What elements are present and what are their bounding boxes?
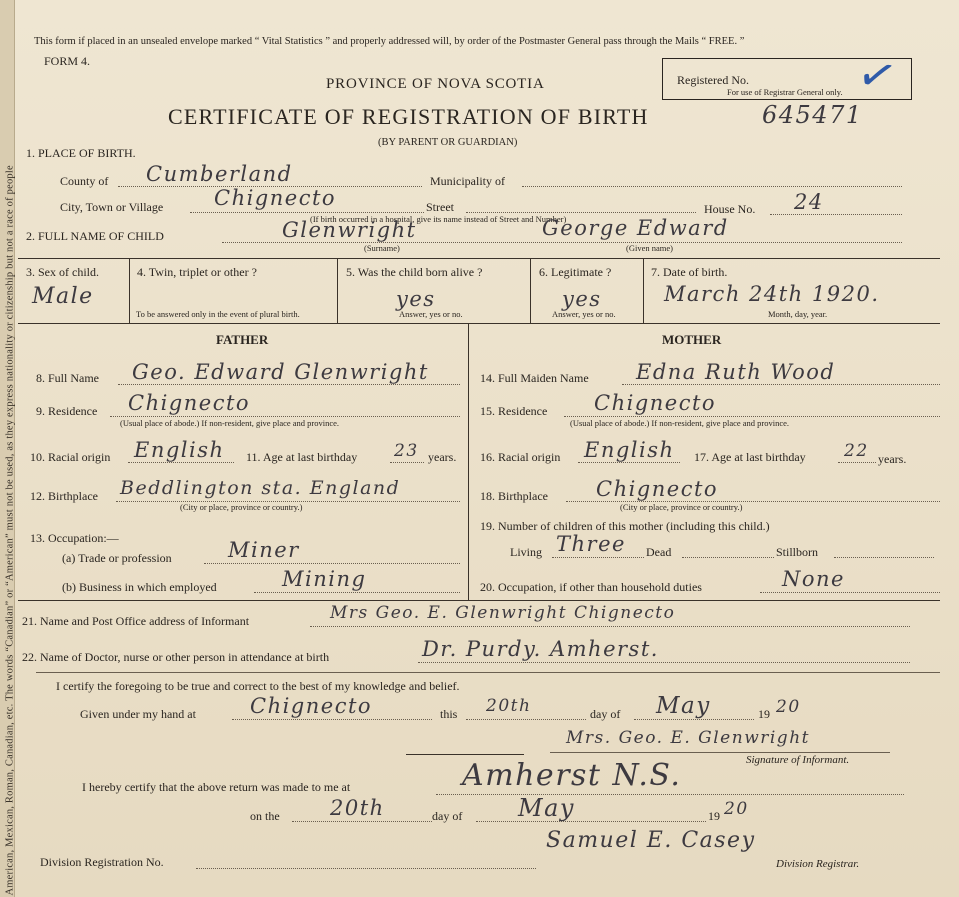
father-birthplace-note: (City or place, province or country.): [180, 502, 303, 512]
row-top-rule: [18, 258, 940, 259]
mother-birthplace-label: 18. Birthplace: [480, 489, 548, 503]
given-place: Chignecto: [250, 694, 373, 718]
father-residence-label: 9. Residence: [36, 404, 98, 418]
check-mark-icon: ✓: [851, 43, 903, 107]
child-given-name: George Edward: [542, 216, 729, 240]
father-race-label: 10. Racial origin: [30, 450, 111, 464]
separator-rule: [406, 754, 524, 755]
certify-text: I certify the foregoing to be true and correct to the best of my knowledge and belief.: [56, 679, 460, 693]
given-name-note: (Given name): [626, 243, 673, 253]
city-value: Chignecto: [214, 186, 337, 210]
alive-label: 5. Was the child born alive ?: [346, 265, 483, 279]
mail-notice: This form if placed in an unsealed envelope marked “ Vital Statistics ” and properly addressed will, by order of the Postmaster General pass through the Mails “ FREE. ”: [34, 36, 745, 47]
province-heading: PROVINCE OF NOVA SCOTIA: [326, 76, 545, 92]
mother-residence-note: (Usual place of abode.) If non-resident, give place and province.: [570, 418, 790, 428]
this-label: this: [440, 707, 458, 721]
father-birthplace: Beddlington sta. England: [120, 477, 401, 499]
house-label: House No.: [704, 202, 756, 216]
legitimate-label: 6. Legitimate ?: [539, 265, 612, 279]
certify-rule: [36, 672, 940, 673]
lower-rule: [18, 600, 940, 601]
side-strip: [0, 0, 15, 897]
stillborn-label: Stillborn: [776, 545, 819, 559]
living-label: Living: [510, 545, 542, 559]
registrar-month: May: [518, 794, 575, 822]
county-label: County of: [60, 174, 109, 188]
doctor-value: Dr. Purdy. Amherst.: [422, 637, 659, 661]
child-surname: Glenwright: [282, 218, 417, 242]
children-count-label: 19. Number of children of this mother (including this child.): [480, 519, 770, 533]
dob-label: 7. Date of birth.: [651, 265, 728, 279]
registrar-signature: Samuel E. Casey: [546, 828, 756, 853]
registrar-year-prefix: 19: [708, 809, 720, 823]
sex-label: 3. Sex of child.: [26, 265, 99, 279]
side-note: American, Mexican, Roman, Canadian, etc. The words “Canadian” or “American” must not be used, as they express nationality or citizenship but not a race of people: [4, 165, 16, 896]
father-years-label: years.: [428, 450, 457, 464]
registrar-certify-text: I hereby certify that the above return was made to me at: [82, 780, 351, 794]
informant-signature-line: [550, 752, 890, 753]
dead-label: Dead: [646, 545, 672, 559]
form-number: FORM 4.: [44, 54, 91, 68]
city-label: City, Town or Village: [60, 200, 164, 214]
division-registration-label: Division Registration No.: [40, 855, 164, 869]
business-label: (b) Business in which employed: [62, 580, 217, 594]
given-month: May: [656, 693, 711, 719]
father-race: English: [134, 438, 225, 462]
place-of-birth-heading: 1. PLACE OF BIRTH.: [26, 146, 136, 160]
business-value: Mining: [282, 567, 367, 591]
mother-occupation-label: 20. Occupation, if other than household duties: [480, 580, 702, 594]
mother-residence: Chignecto: [594, 391, 717, 415]
alive-note: Answer, yes or no.: [399, 309, 463, 319]
on-label: on the: [250, 809, 280, 823]
twin-label: 4. Twin, triplet or other ?: [137, 265, 257, 279]
mother-residence-label: 15. Residence: [480, 404, 548, 418]
legitimate-value: yes: [562, 287, 602, 311]
municipality-label: Municipality of: [430, 174, 505, 188]
municipality-line: [522, 182, 902, 187]
center-divider: [468, 323, 469, 600]
registrar-month-line: [476, 817, 706, 822]
col-rule-2: [337, 258, 338, 323]
page-title: CERTIFICATE OF REGISTRATION OF BIRTH: [168, 104, 649, 129]
house-value: 24: [794, 190, 824, 214]
col-rule-1: [129, 258, 130, 323]
registrar-dayof-label: day of: [432, 809, 463, 823]
mother-birthplace-note: (City or place, province or country.): [620, 502, 743, 512]
father-heading: FATHER: [216, 332, 269, 347]
father-residence-note: (Usual place of abode.) If non-resident, give place and province.: [120, 418, 340, 428]
house-line: [770, 210, 902, 215]
col-rule-4: [643, 258, 644, 323]
registrar-general-note: For use of Registrar General only.: [727, 87, 843, 97]
father-age: 23: [394, 441, 419, 461]
father-name-label: 8. Full Name: [36, 371, 99, 385]
division-registrar-label: Division Registrar.: [776, 858, 860, 870]
mother-race: English: [584, 438, 675, 462]
given-day: 20th: [486, 696, 532, 716]
informant-signature-label: Signature of Informant.: [746, 754, 850, 766]
surname-note: (Surname): [364, 243, 400, 253]
mother-race-label: 16. Racial origin: [480, 450, 561, 464]
mother-name: Edna Ruth Wood: [636, 360, 836, 384]
subtitle: (BY PARENT OR GUARDIAN): [378, 137, 518, 148]
living-value: Three: [556, 532, 626, 556]
given-year-prefix: 19: [758, 707, 770, 721]
division-registration-line: [196, 864, 536, 869]
informant-value: Mrs Geo. E. Glenwright Chignecto: [330, 603, 676, 623]
informant-label: 21. Name and Post Office address of Informant: [22, 614, 250, 628]
given-label: Given under my hand at: [80, 707, 196, 721]
mother-years-label: years.: [878, 452, 907, 466]
col-rule-3: [530, 258, 531, 323]
mother-age: 22: [844, 441, 869, 461]
mother-name-label: 14. Full Maiden Name: [480, 371, 589, 385]
dead-line: [682, 553, 774, 558]
father-residence: Chignecto: [128, 391, 251, 415]
mother-occupation: None: [782, 567, 845, 591]
registrar-place: Amherst N.S.: [462, 758, 682, 793]
occupation-label: 13. Occupation:—: [30, 531, 119, 545]
mother-age-label: 17. Age at last birthday: [694, 450, 806, 464]
trade-value: Miner: [228, 538, 300, 562]
dob-note: Month, day, year.: [768, 309, 828, 319]
row-bottom-rule: [18, 323, 940, 324]
dob-value: March 24th 1920.: [664, 282, 880, 306]
doctor-label: 22. Name of Doctor, nurse or other person in attendance at birth: [22, 650, 330, 664]
twin-note: To be answered only in the event of plural birth.: [136, 309, 300, 319]
father-birthplace-label: 12. Birthplace: [30, 489, 98, 503]
county-value: Cumberland: [146, 162, 293, 186]
legitimate-note: Answer, yes or no.: [552, 309, 616, 319]
hospital-note: (If birth occurred in a hospital, give its name instead of Street and Number): [310, 214, 567, 224]
stillborn-line: [834, 553, 934, 558]
certificate-number: 645471: [762, 101, 863, 129]
father-name: Geo. Edward Glenwright: [132, 360, 429, 384]
mother-heading: MOTHER: [662, 332, 722, 347]
sex-value: Male: [32, 284, 94, 309]
registrar-day: 20th: [330, 796, 385, 820]
father-age-label: 11. Age at last birthday: [246, 450, 358, 464]
registrar-year: 20: [724, 799, 749, 819]
street-label: Street: [426, 200, 454, 214]
child-name-label: 2. FULL NAME OF CHILD: [26, 229, 164, 243]
informant-signature: Mrs. Geo. E. Glenwright: [566, 728, 810, 748]
trade-label: (a) Trade or profession: [62, 551, 172, 565]
given-dayof-label: day of: [590, 707, 621, 721]
street-line: [466, 208, 696, 213]
alive-value: yes: [396, 287, 436, 311]
mother-birthplace: Chignecto: [596, 477, 719, 501]
given-year: 20: [776, 697, 801, 717]
registered-label: Registered No.: [677, 73, 749, 87]
